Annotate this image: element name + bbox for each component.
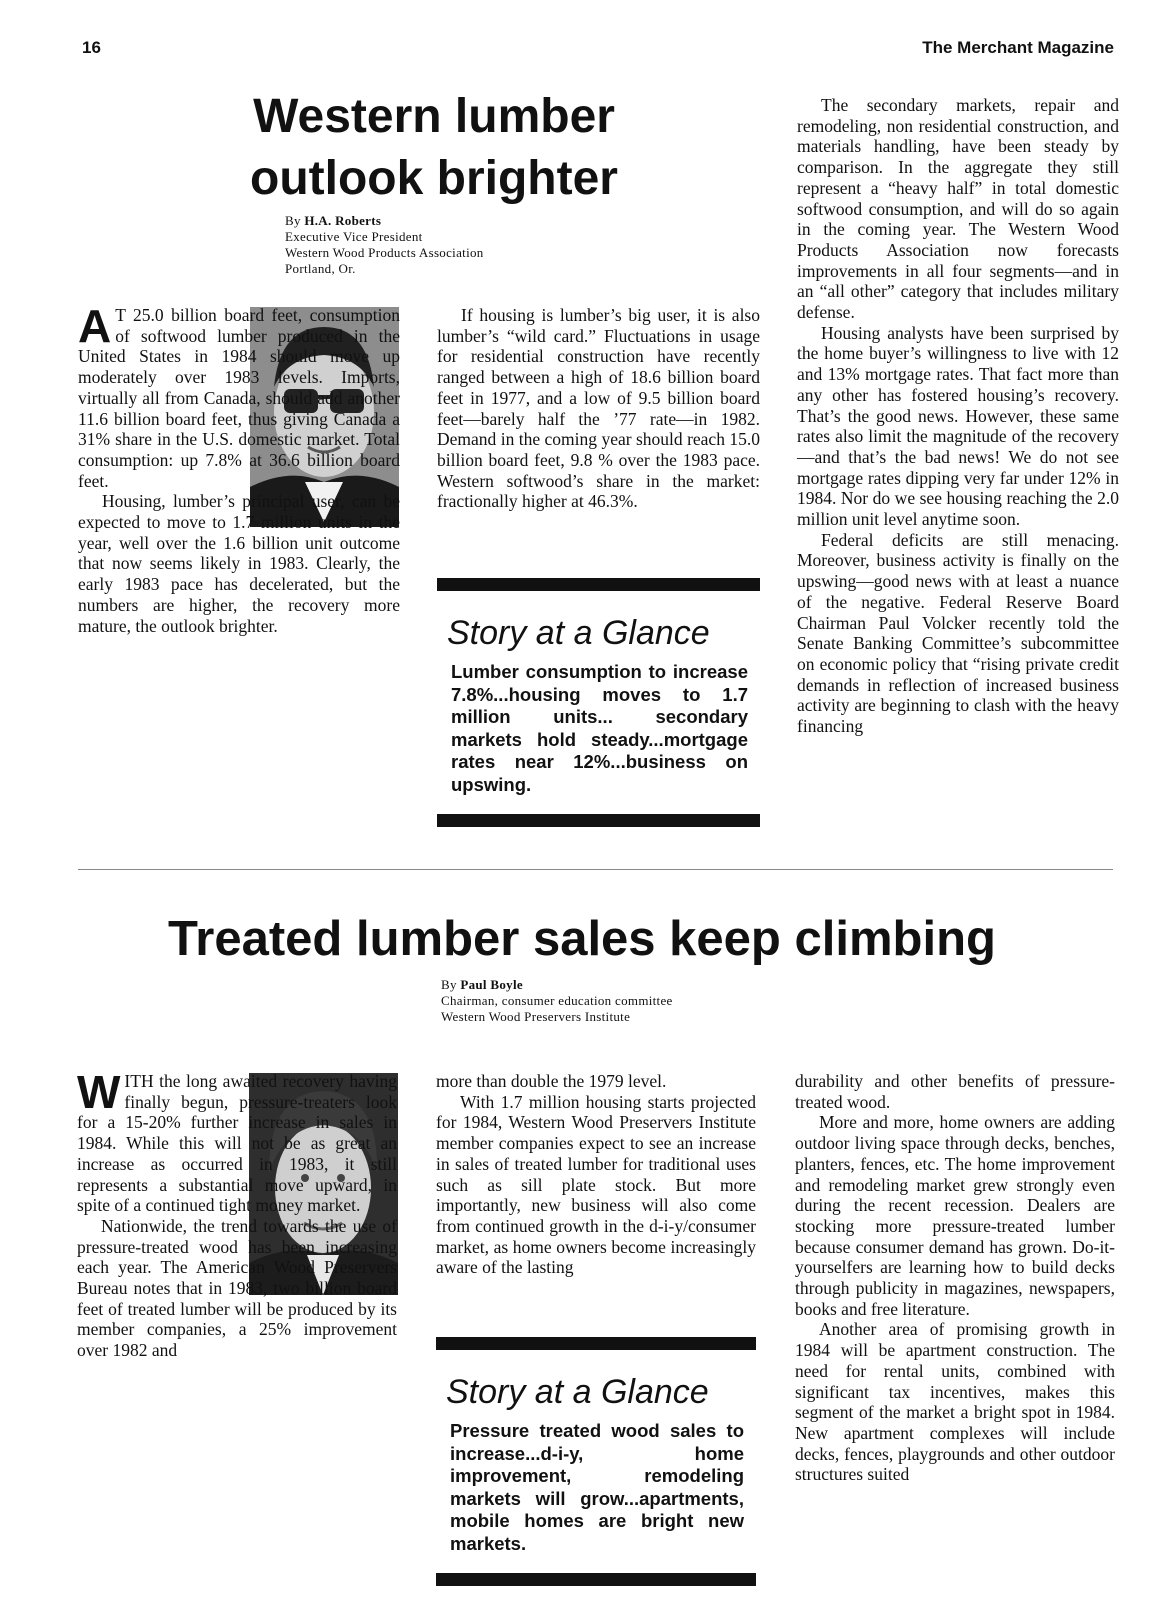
article2-column-1 (77, 1066, 397, 1361)
glance-title: Story at a Glance (447, 614, 710, 652)
article2-col1-p2: Nationwide, the trend towards the use of pressure-treated wood has been increasing each year. The American Wood Preservers Bureau notes that in 1983, two billion board feet of treated lumber will be produced by its member companies, a 25% improvement over 1982 and (77, 1215, 397, 1361)
article2-headline: Treated lumber sales keep climbing (168, 912, 996, 966)
glance-body: Lumber consumption to increase 7.8%...housing moves to 1.7 million units... secondary markets hold steady...mortgage rates near 12%...business on upswing. (451, 661, 748, 795)
glance-bottom-bar (436, 1573, 756, 1586)
author-location: Portland, Or. (285, 261, 356, 276)
article1-col1-p2: Housing, lumber’s principal user, can be expected to move to 1.7 million units in the year, well over the 1.6 billion unit outcome that now seems likely in 1983. Clearly, the early 1983 pace has decelerated, but the numbers are higher, the recovery more mature, the outlook brighter. (78, 491, 400, 636)
dropcap-w: W (77, 1066, 121, 1118)
article2-col3-p3: Another area of promising growth in 1984 will be apartment construction. The need for rental units, combined with significant tax incentives, makes this segment of the market a bright spot in 1984. New apartment complexes will include decks, fences, playgrounds and other outdoor structures suited (795, 1319, 1115, 1485)
glance-bottom-bar (437, 814, 760, 827)
article2-col2-p1: more than double the 1979 level. (436, 1071, 667, 1091)
article2-column-2 (436, 1071, 756, 1278)
glance-body: Pressure treated wood sales to increase...d-i-y, home improvement, remodeling markets will grow...apartments, mobile homes are bright new markets. (450, 1420, 744, 1554)
article1-glance-box (437, 578, 760, 827)
glance-top-bar (437, 578, 760, 591)
magazine-title: The Merchant Magazine (922, 38, 1114, 57)
article2-col2-p2: With 1.7 million housing starts projected for 1984, Western Wood Preservers Institute member companies expect to see an increase in sales of treated lumber for traditional uses such as sill plate stock. But more importantly, new business will also come from continued growth in the d-i-y/consumer market, as home owners become increasingly aware of the lasting (436, 1091, 756, 1278)
author-name: H.A. Roberts (304, 213, 382, 228)
glance-title: Story at a Glance (446, 1373, 709, 1411)
article2-glance-box (436, 1337, 756, 1586)
article1-column-2 (437, 305, 760, 512)
article1-column-1 (78, 300, 400, 636)
article2-column-3 (795, 1071, 1115, 1485)
author-org: Western Wood Preservers Institute (441, 1009, 631, 1024)
article2-col3-p1: durability and other benefits of pressure-treated wood. (795, 1071, 1115, 1112)
article1-col2-p1: If housing is lumber’s big user, it is also lumber’s “wild card.” Fluctuations in usage for residential construction have recently ranged between a high of 18.6 billion board feet in 1977, and a low of 9.5 billion board feet—barely half the ’77 rate—in 1982. Demand in the coming year should reach 15.0 billion board feet, 9.8 % over the 1983 pace. Western softwood’s share in the market: fractionally higher at 46.3%. (437, 305, 760, 512)
article1-col3-p2: Housing analysts have been surprised by the home buyer’s willingness to live with 12 and 13% mortgage rates. That fact more than any other has fostered housing’s recovery. That’s the good news. However, these same rates also limit the magnitude of the recovery—and that’s the bad news! We do not see mortgage rates dipping very far under 12% in 1984. Nor do we see housing reaching the 2.0 million unit level anytime soon. (797, 322, 1119, 530)
article1-byline (285, 213, 484, 277)
section-divider (78, 869, 1113, 870)
article1-col3-p3: Federal deficits are still menacing. Moreover, business activity is finally on the upswing—good news with at least a nuance of the negative. Federal Reserve Board Chairman Paul Volcker recently told the Senate Banking Committee’s subcommittee on economic policy that “rising private credit demands in reflection of increased business activity are beginning to clash with the heavy financing (797, 529, 1119, 737)
article1-column-3 (797, 95, 1119, 737)
article2-byline (441, 977, 673, 1025)
author-org: Western Wood Products Association (285, 245, 484, 260)
article1-col3-p1: The secondary markets, repair and remodeling, non residential construction, and materials handling, have been steady by comparison. In the aggregate they still represent a “heavy half” in total domestic softwood consumption, and will do so again in the coming year. The Western Wood Products Association now forecasts improvements in all four segments—and in an “all other” category that includes military defense. (797, 95, 1119, 323)
author-title: Executive Vice President (285, 229, 423, 244)
author-title: Chairman, consumer education committee (441, 993, 673, 1008)
article2-col1-lead: ITH the long awaited recovery having finally begun, pressure-treaters look for a 15-20% further increase in sales in 1984. While this will not be as great an increase as occurred in 1983, it still represents a substantial move upward, in spite of a continued tight money market. (77, 1071, 397, 1216)
author-name: Paul Boyle (460, 977, 523, 992)
article2-col3-p2: More and more, home owners are adding outdoor living space through decks, benches, planters, fences, etc. The home improvement and remodeling market grew strongly even during the recent recession. Dealers are stocking more pressure-treated lumber because consumer demand has grown. Do-it-yourselfers are learning how to build decks through publicity in magazines, newspapers, books and free literature. (795, 1112, 1115, 1319)
glance-top-bar (436, 1337, 756, 1350)
dropcap-a: A (78, 300, 112, 352)
byline-by: By (441, 977, 457, 992)
article1-col1-lead: T 25.0 billion board feet, consumption of softwood lumber produced in the United States in 1984 should move up moderately over 1983 levels. Imports, virtually all from Canada, should add another 11.6 billion board feet, thus giving Canada a 31% share in the U.S. domestic market. Total consumption: up 7.8% at 36.6 billion board feet. (78, 305, 400, 491)
article1-headline: Western lumber outlook brighter (250, 90, 618, 205)
page-number: 16 (82, 38, 101, 57)
byline-by: By (285, 213, 301, 228)
